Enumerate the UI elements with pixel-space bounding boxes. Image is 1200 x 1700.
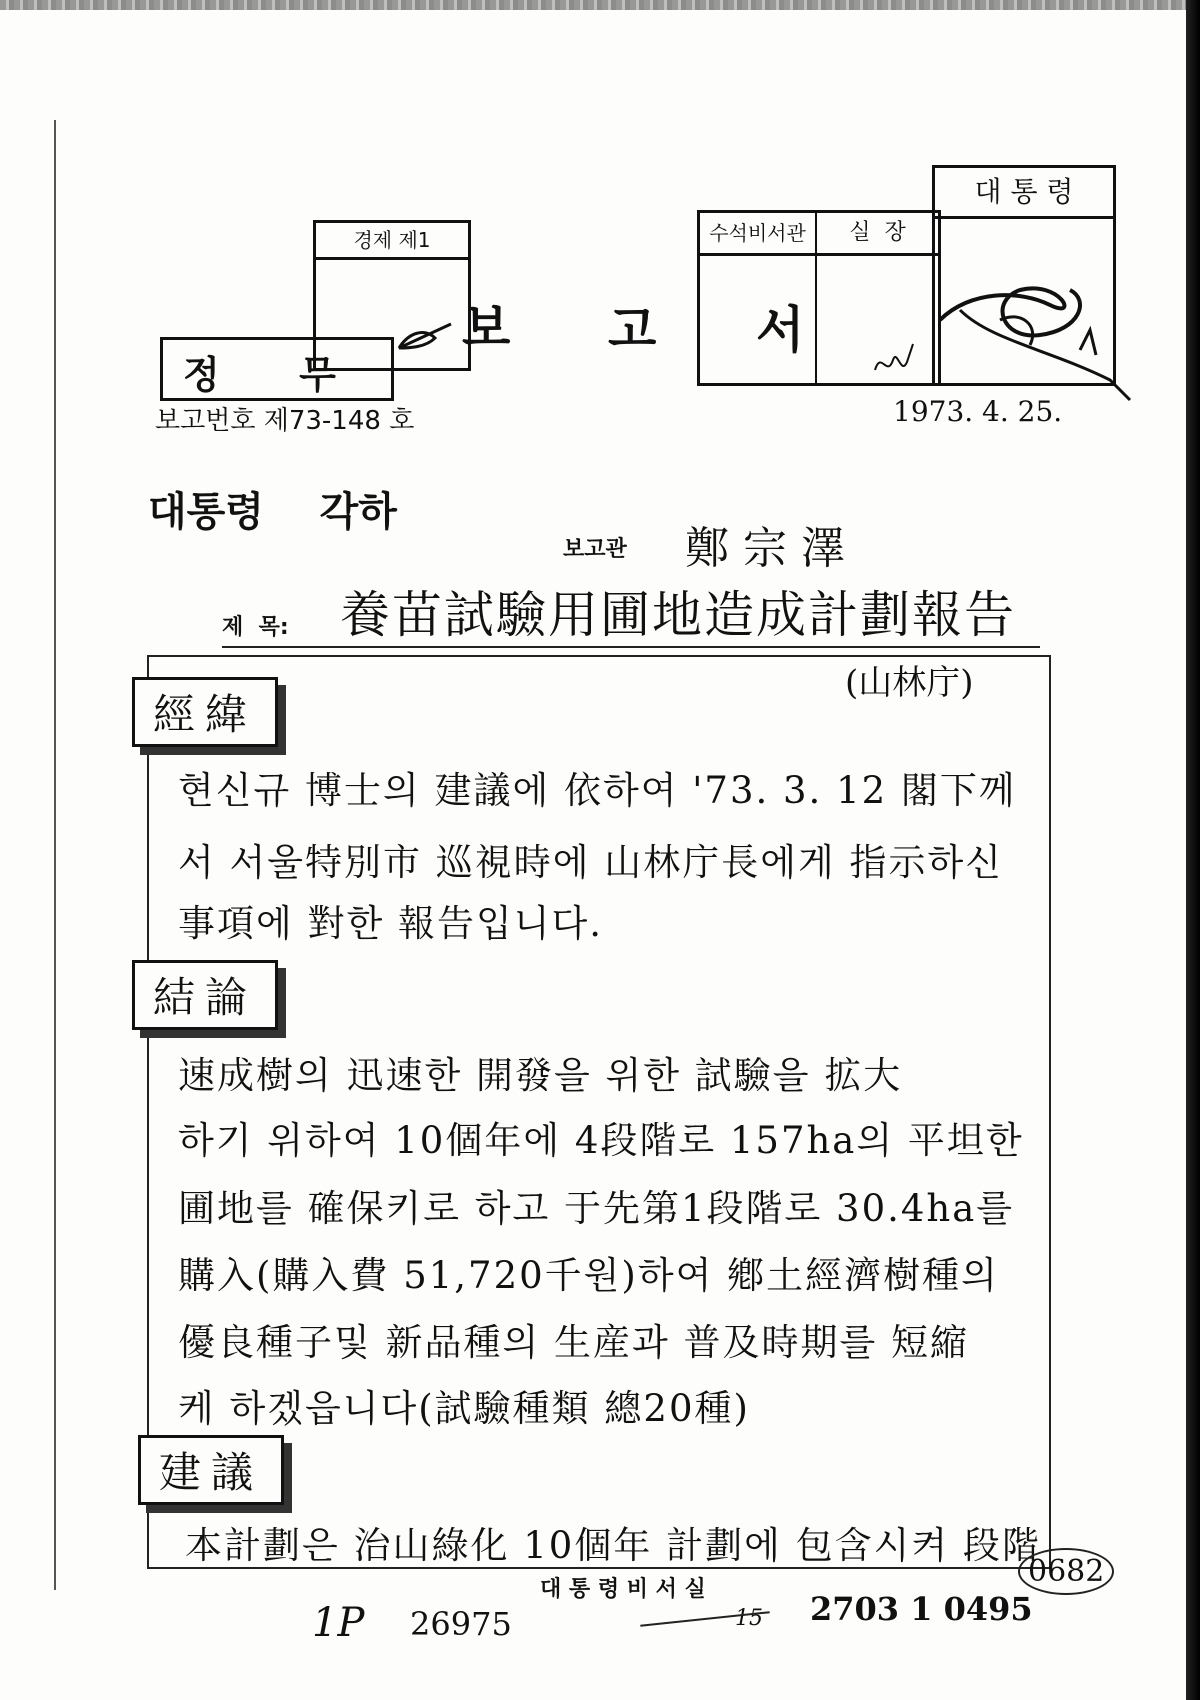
reporter-label: 보고관 [563, 537, 627, 562]
doc-type-char-3: 서 [756, 301, 805, 359]
section-2-line-4: 購入(購入費 51,720千원)하여 鄕土經濟樹種의 [178, 1254, 999, 1297]
footer-office-mark: 15 [735, 1606, 763, 1631]
section-title-recommendation: 建議 [138, 1435, 284, 1505]
approval-header-chief: 실 장 [817, 213, 938, 256]
secretary-initials [873, 340, 933, 380]
doc-type-char-2: 고 [608, 301, 657, 359]
footer-page-mark: 1P [312, 1600, 365, 1646]
subject-underline [222, 646, 1040, 648]
section-2-line-2: 하기 위하여 10個年에 4段階로 157ha의 平坦한 [178, 1119, 1024, 1162]
section-2-line-3: 圃地를 確保키로 하고 于先第1段階로 30.4ha를 [178, 1187, 1015, 1230]
dept-stamp-small-label: 경제 제1 [316, 223, 468, 260]
approval-divider [815, 253, 817, 383]
section-2-line-6: 케 하겠읍니다(試驗種類 總20種) [178, 1387, 750, 1430]
subject-text: 養苗試驗用圃地造成計劃報告 [340, 586, 1016, 644]
dept-stamp-large-label: 정 무 [183, 353, 336, 397]
scan-right-edge [1186, 0, 1200, 1700]
footer-page-number: 0682 [1018, 1548, 1114, 1595]
report-number: 보고번호 제73-148 호 [155, 406, 415, 436]
president-stamp-header: 대 통 령 [935, 168, 1113, 219]
section-2-line-5: 優良種子및 新品種의 生産과 普及時期를 短縮 [178, 1321, 970, 1364]
scan-top-edge [0, 0, 1200, 10]
salutation: 대통령 각하 [148, 489, 397, 535]
section-1-line-2: 서 서울特別市 巡視時에 山林庁長에게 指示하신 [178, 841, 1003, 884]
footer-office: 대 통 령 비 서 실 [540, 1577, 706, 1602]
section-1-line-1: 현신규 博士의 建議에 依하여 '73. 3. 12 閣下께 [178, 769, 1017, 812]
reporter-name: 鄭 宗 澤 [685, 523, 845, 574]
section-title-conclusion: 結論 [132, 960, 278, 1030]
dept-stamp-large [160, 337, 394, 401]
check-mark [395, 318, 455, 358]
agency: (山林庁) [845, 663, 974, 703]
section-2-line-1: 速成樹의 迅速한 開發을 위한 試驗을 拡大 [178, 1054, 903, 1097]
footer-doc-number: 26975 [410, 1605, 512, 1643]
approval-header-secretary: 수석비서관 [700, 213, 817, 256]
section-1-line-3: 事項에 對한 報告입니다. [178, 902, 603, 945]
report-date: 1973. 4. 25. [893, 395, 1063, 428]
section-title-background: 經緯 [132, 677, 278, 747]
section-3-line-1: 本計劃은 治山綠化 10個年 計劃에 包含시켜 段階 [185, 1524, 1041, 1567]
doc-type-char-1: 보 [462, 299, 511, 357]
footer-archive-number: 2703 1 0495 [810, 1590, 1033, 1628]
subject-label: 제 목: [222, 615, 289, 640]
president-signature [930, 250, 1150, 410]
scan-left-edge [54, 120, 56, 1590]
